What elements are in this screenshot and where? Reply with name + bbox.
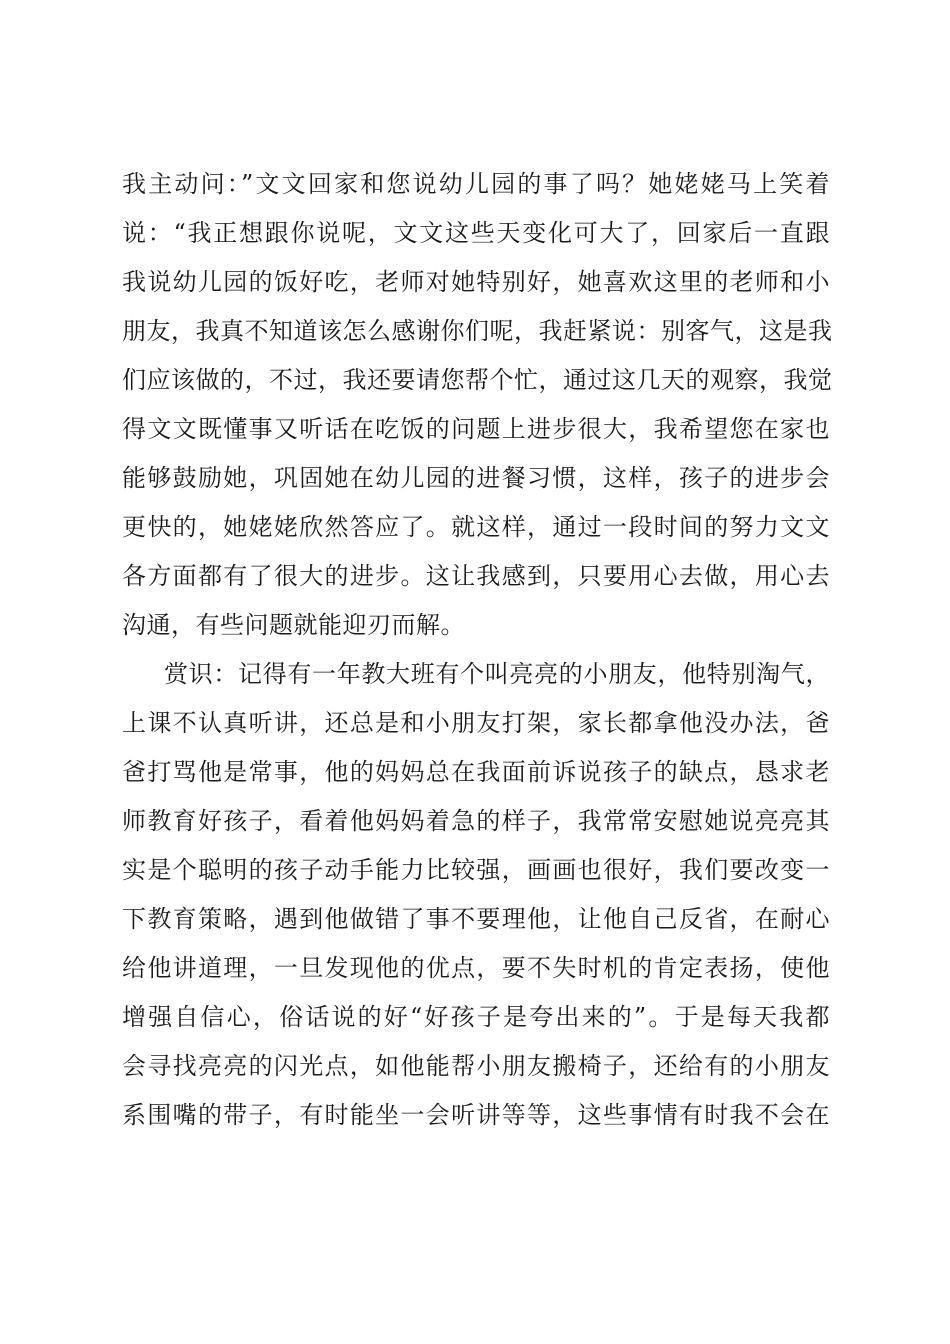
text-line: 增强自信心，俗话说的好“好孩子是夸出来的”。于是每天我都 [122, 1003, 830, 1031]
text-line: 师教育好孩子，看着他妈妈着急的样子，我常常安慰她说亮亮其 [122, 807, 830, 835]
text-line: 系围嘴的带子，有时能坐一会听讲等等，这些事情有时我不会在 [122, 1101, 830, 1129]
paragraph-2 [122, 650, 830, 1140]
text-line: 说：“我正想跟你说呢，文文这些天变化可大了，回家后一直跟 [122, 219, 830, 247]
text-line: 得文文既懂事又听话在吃饭的问题上进步很大，我希望您在家也 [122, 415, 830, 443]
text-line: 能够鼓励她，巩固她在幼儿园的进餐习惯，这样，孩子的进步会 [122, 464, 830, 492]
text-line: 实是个聪明的孩子动手能力比较强，画画也很好，我们要改变一 [122, 856, 830, 884]
text-line: 赏识：记得有一年教大班有个叫亮亮的小朋友，他特别淘气， [164, 660, 830, 688]
text-line: 朋友，我真不知道该怎么感谢你们呢，我赶紧说：别客气，这是我 [122, 317, 833, 345]
text-line: 会寻找亮亮的闪光点，如他能帮小朋友搬椅子，还给有的小朋友 [122, 1052, 830, 1080]
text-line: 上课不认真听讲，还总是和小朋友打架，家长都拿他没办法，爸 [122, 709, 830, 737]
text-line: 我说幼儿园的饭好吃，老师对她特别好，她喜欢这里的老师和小 [122, 268, 830, 296]
text-line: 爸打骂他是常事，他的妈妈总在我面前诉说孩子的缺点，恳求老 [122, 758, 830, 786]
text-line: 给他讲道理，一旦发现他的优点，要不失时机的肯定表扬，使他 [122, 954, 830, 982]
text-line: 更快的，她姥姥欣然答应了。就这样，通过一段时间的努力文文 [122, 513, 830, 541]
text-line: 下教育策略，遇到他做错了事不要理他，让他自己反省，在耐心 [122, 905, 830, 933]
text-line: 各方面都有了很大的进步。这让我感到，只要用心去做，用心去 [122, 562, 830, 590]
text-line: 们应该做的，不过，我还要请您帮个忙，通过这几天的观察，我觉 [122, 366, 833, 394]
text-line: 沟通，有些问题就能迎刃而解。 [122, 611, 465, 639]
paragraph-1 [122, 160, 833, 650]
document-body [122, 160, 833, 1140]
text-line: 我主动问：”文文回家和您说幼儿园的事了吗？她姥姥马上笑着 [122, 170, 830, 198]
